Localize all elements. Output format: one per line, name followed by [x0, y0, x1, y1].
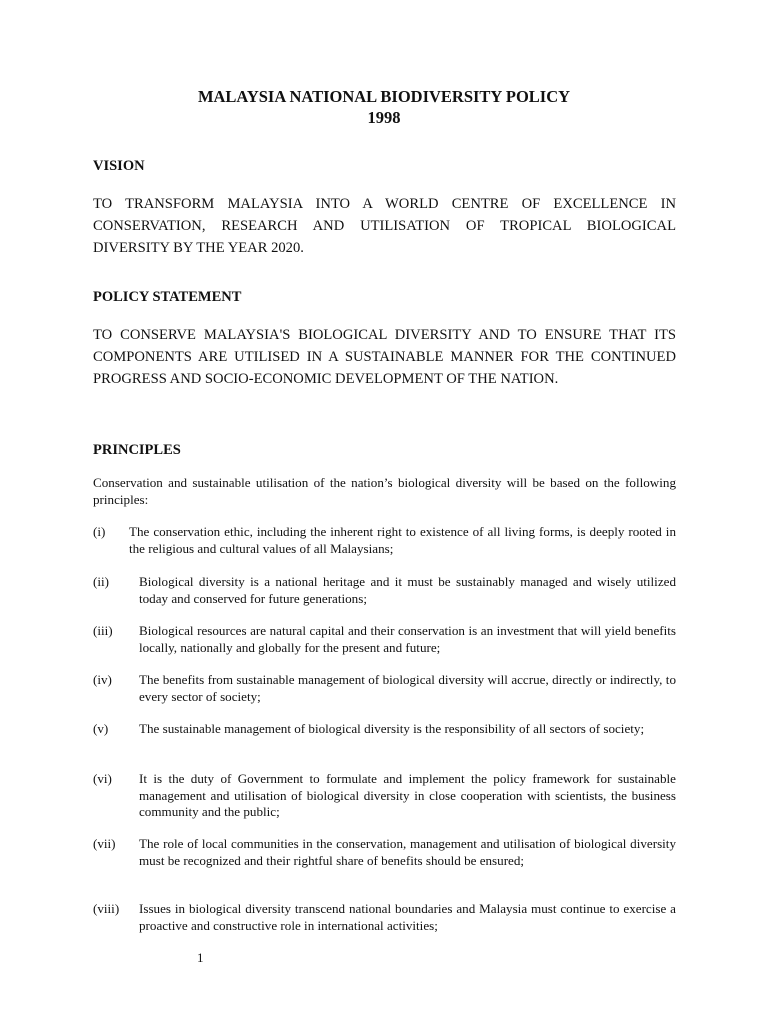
principle-item — [93, 721, 676, 738]
principle-number: (ii) — [93, 574, 109, 589]
principle-number: (v) — [93, 721, 109, 736]
principle-item — [93, 574, 676, 607]
principle-text: The conservation ethic, including the inherent right to existence of all living forms, is deeply rooted in the religious and cultural values of all Malaysians; — [129, 524, 676, 556]
principle-item — [93, 623, 676, 656]
principles-heading: PRINCIPLES — [93, 442, 181, 458]
principles-intro: Conservation and sustainable utilisation of the nation’s biological diversity will be based on the following principles: — [93, 475, 676, 507]
principle-text: Biological diversity is a national heritage and it must be sustainably managed and wisely utilized today and conserved for future generations; — [139, 574, 676, 606]
page-number: 1 — [197, 950, 204, 965]
principle-number: (viii) — [93, 901, 120, 916]
principle-text: It is the duty of Government to formulate and implement the policy framework for sustainable management and utilisation of biological diversity in close cooperation with scientists, the business community and the public; — [139, 771, 676, 819]
principle-item — [93, 836, 676, 869]
principle-number: (vii) — [93, 836, 116, 851]
principle-item — [93, 771, 676, 821]
vision-heading: VISION — [93, 158, 145, 174]
principle-number: (iv) — [93, 672, 112, 687]
principle-text: The sustainable management of biological diversity is the responsibility of all sectors of society; — [139, 721, 645, 736]
principle-text: Issues in biological diversity transcend national boundaries and Malaysia must continue to exercise a proactive and constructive role in international activities; — [139, 901, 676, 933]
principle-item — [93, 524, 676, 557]
principle-number: (i) — [93, 524, 106, 539]
policy-statement-heading: POLICY STATEMENT — [93, 289, 242, 305]
principle-number: (vi) — [93, 771, 112, 786]
principle-number: (iii) — [93, 623, 113, 638]
page-title — [0, 86, 768, 128]
principle-item — [93, 672, 676, 705]
principle-item — [93, 901, 676, 934]
vision-text: TO TRANSFORM MALAYSIA INTO A WORLD CENTRE OF EXCELLENCE IN CONSERVATION, RESEARCH AND UTILISATION OF TROPICAL BIOLOGICAL DIVERSITY BY THE YEAR 2020. — [93, 196, 676, 256]
principle-text: The role of local communities in the conservation, management and utilisation of biological diversity must be recognized and their rightful share of benefits should be ensured; — [139, 836, 676, 868]
title-line-1: MALAYSIA NATIONAL BIODIVERSITY POLICY — [197, 87, 571, 106]
principle-text: The benefits from sustainable management of biological diversity will accrue, directly or indirectly, to every sector of society; — [139, 672, 676, 704]
title-line-2: 1998 — [367, 108, 401, 127]
policy-statement-text: TO CONSERVE MALAYSIA'S BIOLOGICAL DIVERSITY AND TO ENSURE THAT ITS COMPONENTS ARE UTILISED IN A SUSTAINABLE MANNER FOR THE CONTINUED PROGRESS AND SOCIO-ECONOMIC DEVELOPMENT OF THE NATION. — [93, 327, 676, 387]
principle-text: Biological resources are natural capital and their conservation is an investment that will yield benefits locally, nationally and globally for the present and future; — [139, 623, 676, 655]
